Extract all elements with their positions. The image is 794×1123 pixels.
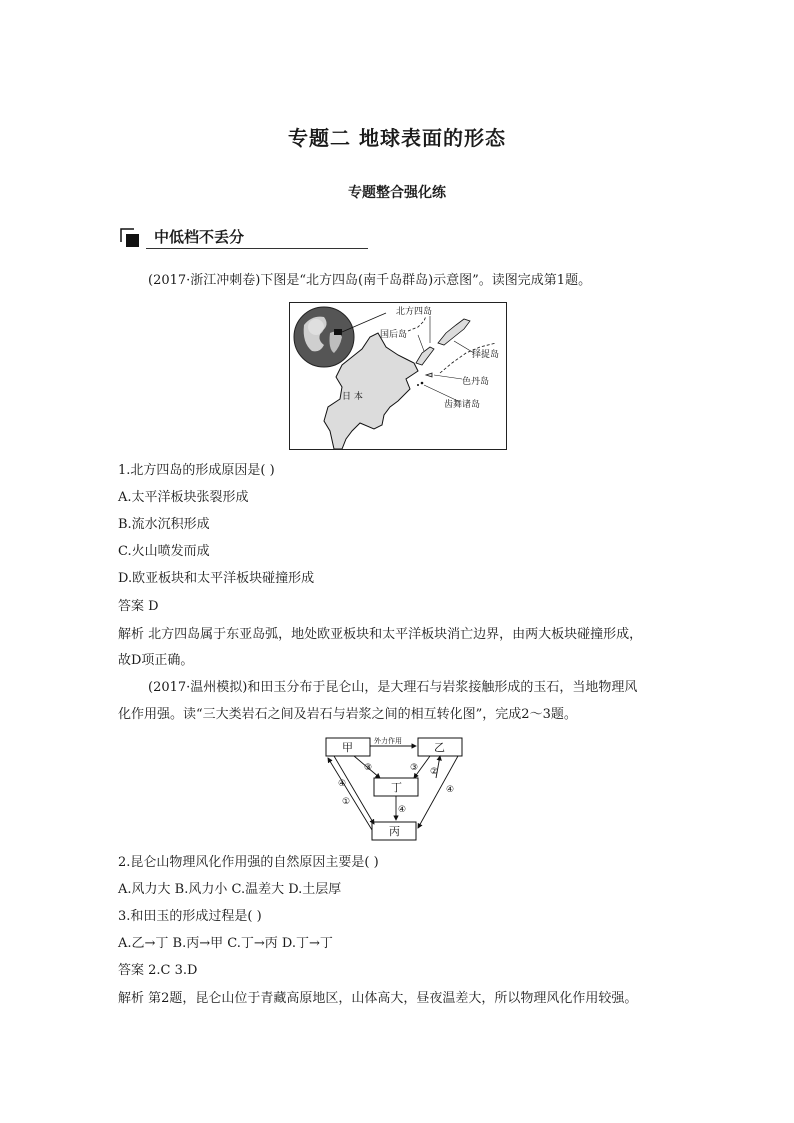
q3-stem: 3.和田玉的形成过程是( ): [118, 909, 262, 924]
map-label-japan: 日 本: [342, 392, 363, 402]
num-4c: ④: [446, 785, 455, 795]
globe-icon: [294, 307, 354, 367]
section-header: [118, 224, 338, 250]
num-1: ①: [342, 797, 351, 807]
q23-intro-line2: 化作用强。读“三大类岩石之间及岩石与岩浆之间的相互转化图”，完成2～3题。: [118, 707, 577, 722]
q2-options: A.风力大 B.风力小 C.温差大 D.土层厚: [118, 882, 342, 897]
leader-line: [434, 375, 462, 379]
page-title: 专题二 地球表面的形态: [288, 126, 506, 150]
kunashir-island: [416, 347, 434, 365]
q1-analysis-line2: 故D项正确。: [118, 653, 194, 668]
map-label-zetuo: 择捉岛: [472, 350, 500, 360]
q1-option-b: B.流水沉积形成: [118, 517, 210, 532]
q1-option-c: C.火山喷发而成: [118, 544, 210, 559]
leader-line: [424, 385, 458, 401]
q1-answer: 答案 D: [118, 599, 159, 614]
q1-option-d: D.欧亚板块和太平洋板块碰撞形成: [118, 571, 315, 586]
q23-analysis: 解析 第2题，昆仑山位于青藏高原地区，山体高大，昼夜温差大，所以物理风化作用较强。: [118, 991, 638, 1006]
map-label-sedan: 色丹岛: [462, 377, 490, 387]
rock-cycle-diagram: [318, 732, 478, 844]
habomai-islands-dot: [417, 384, 419, 386]
q23-intro-line1: (2017·温州模拟)和田玉分布于昆仑山，是大理石与岩浆接触形成的玉石，当地物理风: [148, 680, 638, 695]
num-4a: ④: [338, 779, 347, 789]
page-subtitle: 专题整合强化练: [348, 185, 446, 201]
box-jia-label: 甲: [342, 741, 353, 754]
section-underline: [146, 248, 368, 249]
section-square-icon: [120, 228, 140, 248]
box-yi-label: 乙: [434, 741, 445, 754]
num-4b: ④: [398, 805, 407, 815]
box-bing-label: 丙: [389, 825, 400, 838]
arrow-label-top: 外力作用: [374, 737, 402, 745]
q1-stem: 1.北方四岛的形成原因是( ): [118, 463, 275, 478]
num-2: ②: [430, 767, 439, 777]
map-label-title: 北方四岛: [396, 307, 433, 317]
num-3b: ③: [410, 763, 419, 773]
leader-line: [454, 341, 474, 353]
q1-intro: (2017·浙江冲刺卷)下图是“北方四岛(南千岛群岛)示意图”。读图完成第1题。: [148, 273, 592, 288]
map-label-chiwu: 齿舞诸岛: [444, 400, 481, 410]
northern-islands-map: [289, 302, 507, 450]
q1-option-a: A.太平洋板块张裂形成: [118, 490, 249, 505]
q2-stem: 2.昆仑山物理风化作用强的自然原因主要是( ): [118, 855, 379, 870]
section-label: 中低档不丢分: [154, 228, 245, 246]
leader-line: [418, 335, 424, 351]
q23-answer: 答案 2.C 3.D: [118, 963, 198, 978]
habomai-islands-dot: [421, 382, 424, 385]
q1-analysis-line1: 解析 北方四岛属于东亚岛弧，地处欧亚板块和太平洋板块消亡边界，由两大板块碰撞形成，: [118, 627, 643, 642]
box-ding-label: 丁: [391, 781, 402, 794]
q3-options: A.乙→丁 B.丙→甲 C.丁→丙 D.丁→丁: [118, 936, 333, 951]
shikotan-island: [426, 373, 432, 377]
num-3a: ③: [364, 763, 373, 773]
map-label-guohou: 国后岛: [380, 330, 408, 340]
